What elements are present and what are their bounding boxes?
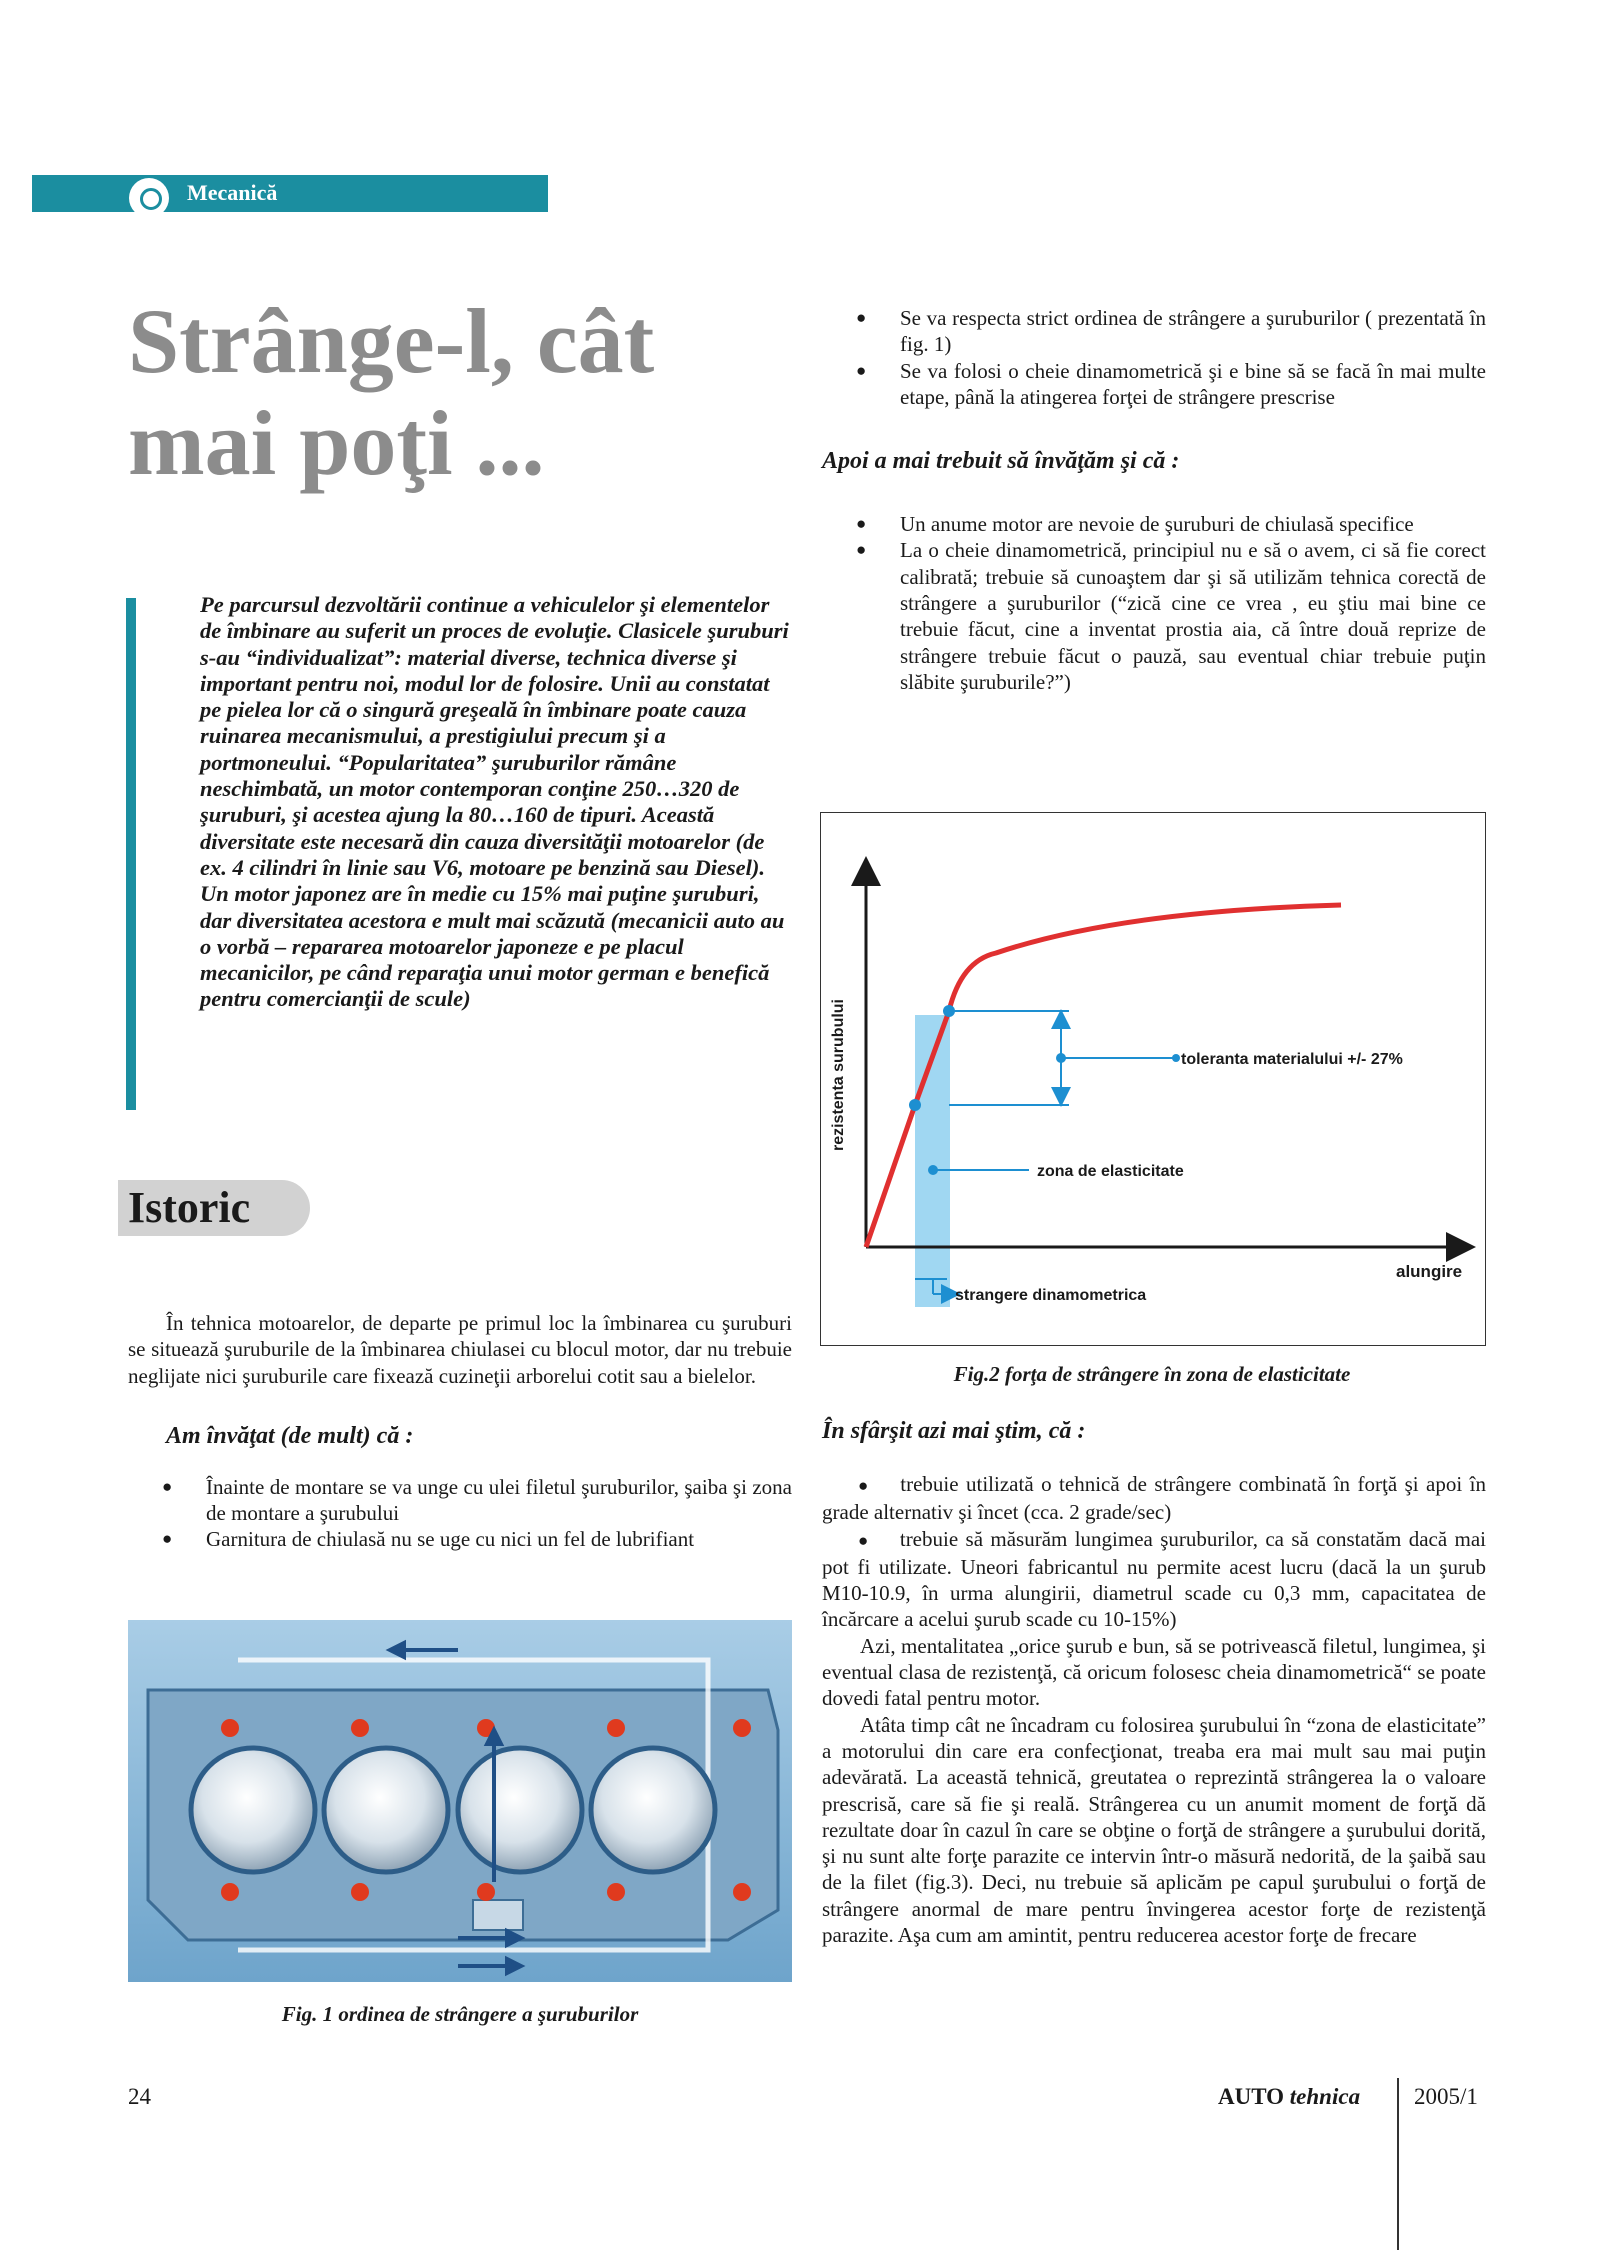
bolt-marker	[477, 1883, 495, 1901]
tolerance-leader-end	[1172, 1054, 1180, 1062]
bolt-marker	[607, 1883, 625, 1901]
bolt-marker	[733, 1883, 751, 1901]
section-label: Mecanică	[187, 180, 278, 205]
fig1-illustration	[128, 1620, 792, 1982]
end-subhead: În sfârşit azi mai ştim, că :	[822, 1418, 1086, 1444]
list-item: ● Se va folosi o cheie dinamometrică şi e bine să se facă în mai multe etape, până la atingerea forţei de strângere prescrise	[822, 358, 1486, 411]
publication-name-italic: tehnica	[1289, 2084, 1361, 2109]
list-item: ● Garnitura de chiulasă nu se uge cu nici un fel de lubrifiant	[128, 1526, 792, 1552]
elastic-start-marker	[909, 1099, 921, 1111]
istoric-column	[128, 1310, 792, 1553]
y-axis-label: rezistenta surubului	[830, 998, 847, 1152]
bolt-marker	[351, 1883, 369, 1901]
head-gasket-diagram	[128, 1620, 792, 1982]
istoric-paragraph: În tehnica motoarelor, de departe pe primul loc la îmbinarea cu şuruburi se situează şuruburile de la îmbinarea chiulasei cu blocul motor, dar nu trebuie neglijate nici şuruburile care fixează cuzineţii arborelui cotit sau a bielelor.	[128, 1311, 792, 1388]
list-item: ● Un anume motor are nevoie de şuruburi de chiulasă specifice	[822, 511, 1486, 537]
lead-accent-rule	[126, 598, 136, 1110]
title-line-1: Strânge-l, cât	[128, 290, 655, 392]
cylinder-bore	[191, 1748, 315, 1872]
istoric-bullets	[128, 1474, 792, 1553]
issue-number: 2005/1	[1414, 2084, 1478, 2109]
end-bullet-2	[822, 1526, 1486, 1633]
bullet-icon: ●	[858, 1476, 871, 1495]
fig2-chart-frame	[820, 812, 1486, 1346]
end-bullet-1-text: trebuie utilizată o tehnică de strângere combinată în forţă şi apoi în grade alternativ şi încet (cca. 2 grade/sec)	[822, 1472, 1486, 1525]
tolerance-dot	[1056, 1053, 1066, 1063]
magazine-logo-icon	[129, 178, 169, 218]
footer-divider	[1397, 2078, 1399, 2250]
fig2-chart	[821, 813, 1485, 1345]
top-bullets	[822, 305, 1486, 410]
section-header-bar	[32, 175, 548, 212]
publication-name	[1218, 2084, 1360, 2110]
fig1-caption: Fig. 1 ordinea de strângere a şuruburilor	[281, 2002, 639, 2026]
fig2-caption: Fig.2 forţa de strângere în zona de elasticitate	[953, 1362, 1351, 1386]
bolt-marker	[733, 1719, 751, 1737]
istoric-heading: Istoric	[118, 1180, 310, 1236]
istoric-subhead: Am învăţat (de mult) că :	[166, 1422, 414, 1449]
list-item: ● Înainte de montare se va unge cu ulei filetul şuruburilor, şaiba şi zona de montare a şurubului	[128, 1474, 792, 1527]
bolt-marker	[221, 1719, 239, 1737]
elastic-zone-label: zona de elasticitate	[1037, 1163, 1184, 1180]
article-title	[128, 290, 808, 494]
list-item: ● La o cheie dinamometrică, principiul nu e să o avem, ci să fie corect calibrată; trebuie să cunoaştem dar şi să utilizăm tehnica corectă de strângere a şuruburilor (“zică cine ce vrea , eu ştiu mai bine ce trebuie făcut, cine a inventat prostia aia, că între două reprize de strângere trebuie făcut o pauză, sau eventual chiar trebuie puţin slăbite şuruburile?”)	[822, 537, 1486, 695]
cylinder-bore	[458, 1748, 582, 1872]
torque-label: strangere dinamometrica	[955, 1287, 1147, 1304]
right-column-top	[822, 305, 1486, 695]
second-bullets	[822, 511, 1486, 695]
tolerance-label: toleranta materialului +/- 27%	[1181, 1051, 1403, 1068]
x-axis-label: alungire	[1396, 1262, 1463, 1281]
bolt-marker	[221, 1883, 239, 1901]
end-paragraph-2: Atâta timp cât ne încadram cu folosirea şurubului în “zona de elasticitate” a motorului din care era confecţionat, treaba era mai mult sau mai puţin adevărată. La această tehnică, greutatea o reprezintă strângerea la o valoare prescrisă, care să fie şi reală. Strângerea cu un anumit moment de forţă dă rezultate doar în cazul în care se obţine o forţă de strângere a şurubului dorită, şi nu sunt alte forţe parazite ce intervin într-o măsură nedorită, de la şaibă sau de la filet (fig.3). Deci, nu trebuie să aplicăm pe capul şurubului o forţă de strângere anormal de mare pentru învingerea acestor forţe de rezistenţă parazite. Aşa cum am amintit, pentru reducerea acestor forţe de frecare	[822, 1712, 1486, 1948]
end-bullet-1	[822, 1471, 1486, 1526]
elastic-leader-dot	[928, 1165, 938, 1175]
right-subhead: Apoi a mai trebuit să învăţăm şi că :	[822, 448, 1180, 475]
lead-paragraph: Pe parcursul dezvoltării continue a vehiculelor şi elementelor de îmbinare au suferit un proces de evoluţie. Clasicele şuruburi s-au “individualizat”: material diverse, technica diverse şi important pentru noi, modul lor de folosire. Unii au constatat pe pielea lor că o singură greşeală în îmbinare poate cauza ruinarea mecanismului, a prestigiului precum şi a portmoneului. “Popularitatea” şuruburilor rămâne neschimbată, un motor contemporan conţine 250…320 de şuruburi, şi acestea ajung la 80…160 de tipuri. Această diversitate este necesară din cauza diversităţii motoarelor (de ex. 4 cilindri în linie sau V6, motoare pe benzină sau Diesel). Un motor japonez are în medie cu 15% mai puţine şuruburi, dar diversitatea acestora e mult mai scăzută (mecanicii auto au o vorbă – repararea motoarelor japoneze e pe placul mecanicilor, pe când reparaţia unui motor german e benefică pentru comercianţii de scule)	[200, 592, 789, 1012]
cylinder-bore	[324, 1748, 448, 1872]
page-number: 24	[128, 2084, 151, 2109]
bolt-marker	[351, 1719, 369, 1737]
end-bullet-2-text: trebuie să măsurăm lungimea şuruburilor, ca să constatăm dacă mai pot fi utilizate. Uneori fabricantul nu permite acest lucru (dacă la un şurub M10-10.9, în urma alungirii, diametrul scade cu 0,3 mm, capacitatea de încărcare a acelui şurub scade cu 10-15%)	[822, 1526, 1487, 1632]
right-column-bottom	[822, 1418, 1486, 1948]
bullet-icon: ●	[858, 1530, 871, 1550]
end-paragraph-1: Azi, mentalitatea „orice şurub e bun, să se potrivească filetul, lungimea, şi eventual clasa de rezistenţă, că oricum folosesc cheia dinamometrică“ se poate dovedi fatal pentru motor.	[822, 1633, 1486, 1711]
title-line-2: mai poţi ...	[128, 392, 545, 494]
cylinder-bore	[591, 1748, 715, 1872]
list-item: ● Se va respecta strict ordinea de strângere a şuruburilor ( prezentată în fig. 1)	[822, 305, 1486, 358]
publication-name-main: AUTO	[1218, 2084, 1285, 2109]
bolt-marker	[607, 1719, 625, 1737]
